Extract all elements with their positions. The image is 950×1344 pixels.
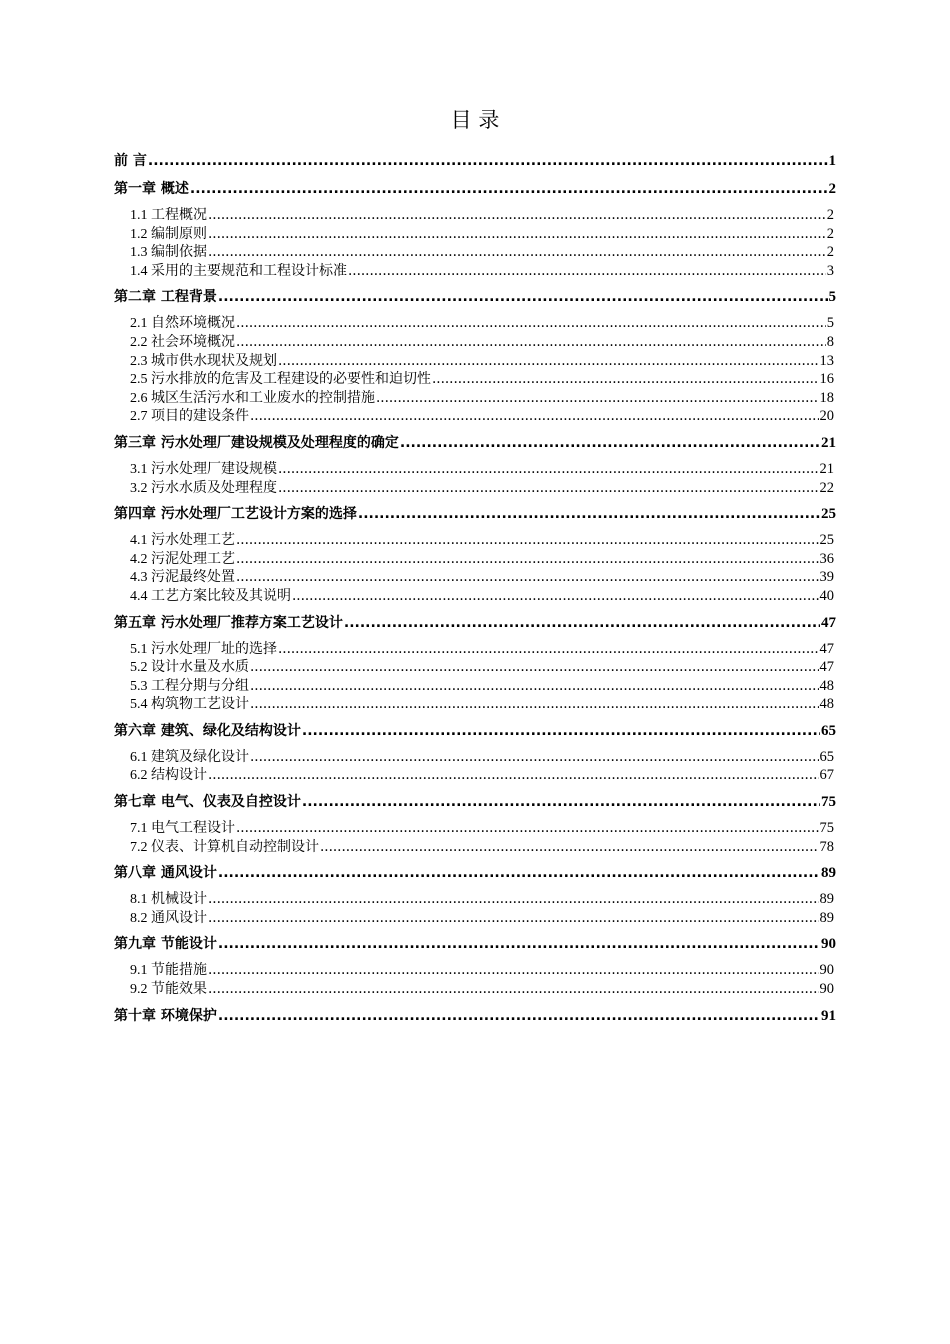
toc-page-number: 25 [819, 532, 834, 549]
toc-page-number: 39 [819, 569, 834, 586]
toc-leader-dots [400, 432, 820, 454]
toc-page-number: 20 [819, 408, 834, 425]
toc-section-label: 1.4 采用的主要规范和工程设计标准 [130, 263, 347, 279]
toc-page-number: 13 [819, 352, 834, 369]
toc-section-entry[interactable] [114, 389, 836, 408]
toc-section-entry[interactable] [114, 479, 836, 498]
toc-leader-dots [236, 819, 819, 838]
toc-chapter-label: 第五章 污水处理厂推荐方案工艺设计 [114, 614, 343, 631]
toc-page-number: 65 [819, 748, 834, 765]
toc-leader-dots [236, 333, 826, 352]
toc-section-label: 1.1 工程概况 [130, 208, 207, 223]
toc-page-number: 2 [826, 207, 834, 223]
toc-page-number: 89 [819, 909, 834, 926]
toc-leader-dots [236, 314, 826, 333]
toc-leader-dots [250, 658, 819, 677]
toc-leader-dots [208, 206, 826, 225]
toc-chapter-entry[interactable] [114, 503, 836, 525]
toc-page-number: 47 [821, 614, 836, 631]
toc-leader-dots [250, 748, 819, 767]
toc-page-number: 16 [819, 371, 834, 388]
toc-page-number: 75 [821, 794, 836, 811]
toc-leader-dots [236, 568, 819, 587]
toc-section-label: 6.2 结构设计 [130, 768, 207, 784]
toc-section-entry[interactable] [114, 909, 836, 928]
toc-section-label: 4.3 污泥最终处置 [130, 570, 235, 586]
toc-chapter-label: 第一章 概述 [114, 181, 189, 197]
toc-leader-dots [278, 640, 819, 659]
toc-chapter-label: 第十章 环境保护 [114, 1007, 217, 1024]
toc-page-number: 3 [826, 262, 834, 279]
toc-section-entry[interactable] [114, 333, 836, 352]
toc-section-entry[interactable] [114, 640, 836, 659]
toc-chapter-entry[interactable] [114, 286, 836, 308]
toc-page-number: 89 [821, 865, 836, 882]
toc-chapter-label: 前 言 [114, 153, 147, 169]
toc-page-number: 90 [819, 981, 834, 998]
toc-section-entry[interactable] [114, 961, 836, 980]
toc-section-entry[interactable] [114, 677, 836, 696]
toc-page-number: 5 [828, 289, 836, 306]
toc-page-number: 25 [821, 506, 836, 523]
toc-page-number: 78 [819, 838, 834, 855]
toc-page-number: 1 [828, 153, 836, 169]
toc-section-entry[interactable] [114, 370, 836, 389]
toc-leader-dots [250, 677, 819, 696]
toc-chapter-label: 第九章 节能设计 [114, 936, 217, 953]
toc-page-number: 8 [826, 333, 834, 350]
toc-section-label: 3.2 污水水质及处理程度 [130, 480, 277, 496]
toc-section-label: 4.4 工艺方案比较及其说明 [130, 588, 291, 604]
toc-section-entry[interactable] [114, 243, 836, 262]
toc-leader-dots [208, 243, 826, 262]
toc-section-label: 2.6 城区生活污水和工业废水的控制措施 [130, 390, 375, 406]
toc-leader-dots [250, 695, 819, 714]
toc-section-entry[interactable] [114, 460, 836, 479]
toc-page-number: 18 [819, 389, 834, 406]
toc-leader-dots [292, 587, 819, 606]
toc-section-entry[interactable] [114, 819, 836, 838]
toc-section-entry[interactable] [114, 225, 836, 244]
toc-page-number: 22 [819, 479, 834, 496]
toc-section-entry[interactable] [114, 890, 836, 909]
toc-section-label: 5.3 工程分期与分组 [130, 678, 249, 694]
toc-page-number: 2 [826, 244, 834, 261]
toc-section-label: 4.2 污泥处理工艺 [130, 551, 235, 567]
toc-page-number: 47 [819, 640, 834, 657]
toc-section-label: 4.1 污水处理工艺 [130, 533, 235, 549]
toc-page-number: 2 [828, 181, 836, 197]
toc-page-number: 89 [819, 891, 834, 908]
toc-section-label: 1.2 编制原则 [130, 226, 207, 242]
toc-section-label: 2.7 项目的建设条件 [130, 409, 249, 425]
toc-page-number: 65 [821, 722, 836, 739]
toc-leader-dots [236, 531, 819, 550]
toc-section-label: 5.4 构筑物工艺设计 [130, 697, 249, 713]
toc-section-entry[interactable] [114, 766, 836, 785]
toc-section-entry[interactable] [114, 587, 836, 606]
toc-section-entry[interactable] [114, 407, 836, 426]
toc-leader-dots [208, 225, 826, 244]
table-of-contents [114, 150, 836, 1027]
toc-section-label: 1.3 编制依据 [130, 245, 207, 261]
toc-section-label: 8.1 机械设计 [130, 892, 207, 908]
toc-section-entry[interactable] [114, 748, 836, 767]
toc-chapter-label: 第三章 污水处理厂建设规模及处理程度的确定 [114, 434, 399, 451]
toc-section-entry[interactable] [114, 658, 836, 677]
toc-chapter-entry[interactable] [114, 432, 836, 454]
toc-leader-dots [208, 980, 819, 999]
toc-chapter-label: 第四章 污水处理厂工艺设计方案的选择 [114, 506, 357, 523]
toc-section-entry[interactable] [114, 568, 836, 587]
toc-leader-dots [148, 150, 828, 172]
toc-leader-dots [278, 479, 819, 498]
toc-page-number: 21 [819, 460, 834, 477]
toc-chapter-entry[interactable] [114, 1005, 836, 1027]
toc-chapter-entry[interactable] [114, 791, 836, 813]
toc-page-number: 21 [821, 434, 836, 451]
toc-leader-dots [320, 838, 819, 857]
toc-leader-dots [218, 933, 820, 955]
toc-leader-dots [358, 503, 820, 525]
toc-chapter-label: 第六章 建筑、绿化及结构设计 [114, 722, 301, 739]
toc-section-label: 9.1 节能措施 [130, 963, 207, 979]
toc-page-number: 90 [819, 962, 834, 979]
toc-section-label: 2.5 污水排放的危害及工程建设的必要性和迫切性 [130, 372, 431, 388]
toc-leader-dots [208, 909, 819, 928]
toc-leader-dots [302, 720, 820, 742]
toc-chapter-entry[interactable] [114, 720, 836, 742]
toc-section-entry[interactable] [114, 980, 836, 999]
toc-page-number: 36 [819, 550, 834, 567]
toc-leader-dots [344, 612, 820, 634]
toc-page-number: 91 [821, 1007, 836, 1024]
toc-leader-dots [208, 961, 819, 980]
toc-page-number: 90 [821, 936, 836, 953]
toc-leader-dots [432, 370, 819, 389]
toc-leader-dots [208, 890, 819, 909]
toc-chapter-entry[interactable] [114, 612, 836, 634]
toc-chapter-entry[interactable] [114, 150, 836, 172]
toc-leader-dots [250, 407, 819, 426]
toc-section-label: 5.2 设计水量及水质 [130, 660, 249, 676]
toc-chapter-label: 第七章 电气、仪表及自控设计 [114, 794, 301, 811]
toc-leader-dots [190, 178, 828, 200]
toc-section-label: 6.1 建筑及绿化设计 [130, 749, 249, 765]
toc-section-label: 2.1 自然环境概况 [130, 316, 235, 332]
toc-section-entry[interactable] [114, 838, 836, 857]
toc-chapter-label: 第二章 工程背景 [114, 289, 217, 306]
toc-page-number: 47 [819, 659, 834, 676]
toc-page-number: 48 [819, 677, 834, 694]
toc-section-entry[interactable] [114, 531, 836, 550]
toc-chapter-entry[interactable] [114, 862, 836, 884]
toc-section-label: 5.1 污水处理厂址的选择 [130, 641, 277, 657]
toc-section-label: 9.2 节能效果 [130, 982, 207, 998]
toc-page-number: 40 [819, 587, 834, 604]
toc-leader-dots [208, 766, 819, 785]
toc-page-number: 75 [819, 820, 834, 837]
toc-section-entry[interactable] [114, 262, 836, 281]
toc-section-entry[interactable] [114, 206, 836, 225]
toc-section-label: 7.2 仪表、计算机自动控制设计 [130, 839, 319, 855]
toc-page-number: 5 [826, 315, 834, 332]
toc-chapter-entry[interactable] [114, 178, 836, 200]
toc-page-number: 2 [826, 225, 834, 242]
toc-chapter-label: 第八章 通风设计 [114, 865, 217, 882]
toc-section-entry[interactable] [114, 695, 836, 714]
toc-section-label: 8.2 通风设计 [130, 910, 207, 926]
toc-title: 目 录 [450, 108, 500, 132]
toc-section-entry[interactable] [114, 550, 836, 569]
toc-section-entry[interactable] [114, 352, 836, 371]
toc-page-number: 67 [819, 767, 834, 784]
toc-leader-dots [348, 262, 826, 281]
toc-leader-dots [218, 862, 820, 884]
toc-section-label: 2.2 社会环境概况 [130, 334, 235, 350]
toc-leader-dots [278, 460, 819, 479]
toc-page-number: 48 [819, 696, 834, 713]
toc-section-label: 2.3 城市供水现状及规划 [130, 353, 277, 369]
toc-section-entry[interactable] [114, 314, 836, 333]
toc-section-label: 3.1 污水处理厂建设规模 [130, 461, 277, 477]
toc-chapter-entry[interactable] [114, 933, 836, 955]
toc-leader-dots [302, 791, 820, 813]
toc-leader-dots [218, 1005, 820, 1027]
toc-section-label: 7.1 电气工程设计 [130, 821, 235, 837]
toc-leader-dots [236, 550, 819, 569]
toc-leader-dots [278, 352, 819, 371]
toc-leader-dots [218, 286, 828, 308]
toc-leader-dots [376, 389, 819, 408]
